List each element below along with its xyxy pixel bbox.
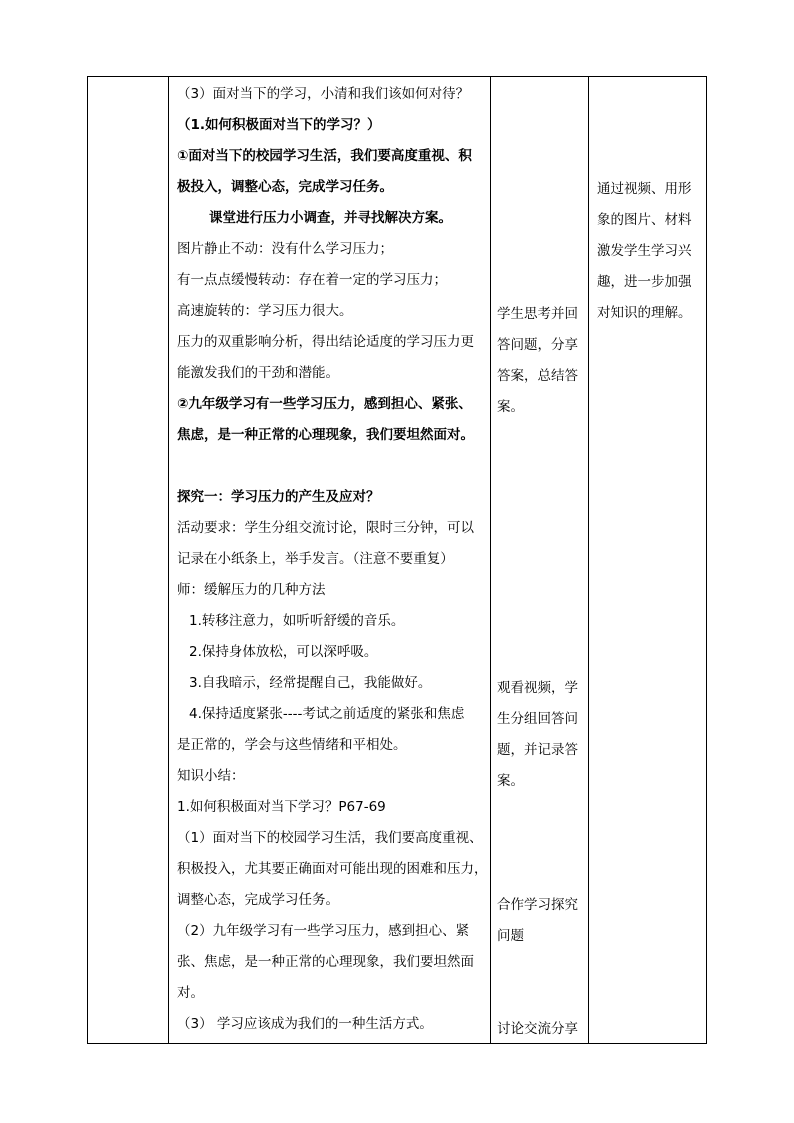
lesson-plan-table [87,76,707,1044]
student-activity-line: 观看视频，学 [497,680,578,696]
content-line: 1.如何积极面对当下学习？P67-69 [177,799,386,815]
content-line: 知识小结： [177,768,245,784]
student-activity-line: 生分组回答问 [497,711,578,727]
content-line: 积极投入，尤其要正确面对可能出现的困难和压力， [177,861,488,877]
design-intent-line: 通过视频、用形 [597,181,692,197]
student-activity-line: 答问题，分享 [497,337,578,353]
content-line: （3） 学习应该成为我们的一种生活方式。 [177,1016,433,1032]
student-activity-line: 合作学习探究 [497,897,578,913]
content-line: （1）面对当下的校园学习生活，我们要高度重视、 [177,830,483,846]
content-line: 对。 [177,985,204,1001]
column-divider [490,77,491,1043]
student-activity-line: 答案，总结答 [497,368,578,384]
content-line: 能激发我们的干劲和潜能。 [177,365,339,381]
content-line: 张、焦虑，是一种正常的心理现象，我们要坦然面 [177,954,474,970]
content-line: 调整心态，完成学习任务。 [177,892,339,908]
content-line: 极投入，调整心态，完成学习任务。 [177,179,393,195]
student-activity-line: 学生思考并回 [497,306,578,322]
content-line: 高速旋转的：学习压力很大。 [177,303,353,319]
column-divider [168,77,169,1043]
content-line: ②九年级学习有一些学习压力，感到担心、紧张、 [177,396,472,412]
content-line: ①面对当下的校园学习生活，我们要高度重视、积 [177,148,472,164]
student-activity-line: 案。 [497,399,524,415]
student-activity-line: 问题 [497,928,524,944]
column-divider [588,77,589,1043]
content-line: 2.保持身体放松，可以深呼吸。 [189,644,378,660]
student-activity-line: 案。 [497,773,524,789]
content-line: 师：缓解压力的几种方法 [177,582,326,598]
content-line: 4.保持适度紧张----考试之前适度的紧张和焦虑 [189,706,465,722]
design-intent-line: 激发学生学习兴 [597,243,692,259]
content-line: 焦虑，是一种正常的心理现象，我们要坦然面对。 [177,427,474,443]
content-line: 1.转移注意力，如听听舒缓的音乐。 [189,613,405,629]
content-line: 压力的双重影响分析，得出结论适度的学习压力更 [177,334,474,350]
design-intent-line: 趣，进一步加强 [597,274,692,290]
content-line: 有一点点缓慢转动：存在着一定的学习压力； [177,272,447,288]
content-line: 活动要求：学生分组交流讨论，限时三分钟，可以 [177,520,474,536]
student-activity-line: 题，并记录答 [497,742,578,758]
content-line: 探究一：学习压力的产生及应对？ [177,489,380,505]
content-line: 3.自我暗示，经常提醒自己，我能做好。 [189,675,432,691]
content-line: 课堂进行压力小调查，并寻找解决方案。 [209,210,452,226]
content-line: 记录在小纸条上，举手发言。（注意不要重复） [177,551,454,567]
content-line: （1.如何积极面对当下的学习？） [177,117,381,133]
content-line: 图片静止不动：没有什么学习压力； [177,241,393,257]
content-line: （2）九年级学习有一些学习压力，感到担心、紧 [177,923,470,939]
design-intent-line: 对知识的理解。 [597,305,692,321]
design-intent-line: 象的图片、材料 [597,212,692,228]
student-activity-line: 讨论交流分享 [497,1021,578,1037]
content-line: 是正常的，学会与这些情绪和平相处。 [177,737,407,753]
content-line: （3）面对当下的学习，小清和我们该如何对待？ [177,86,470,102]
